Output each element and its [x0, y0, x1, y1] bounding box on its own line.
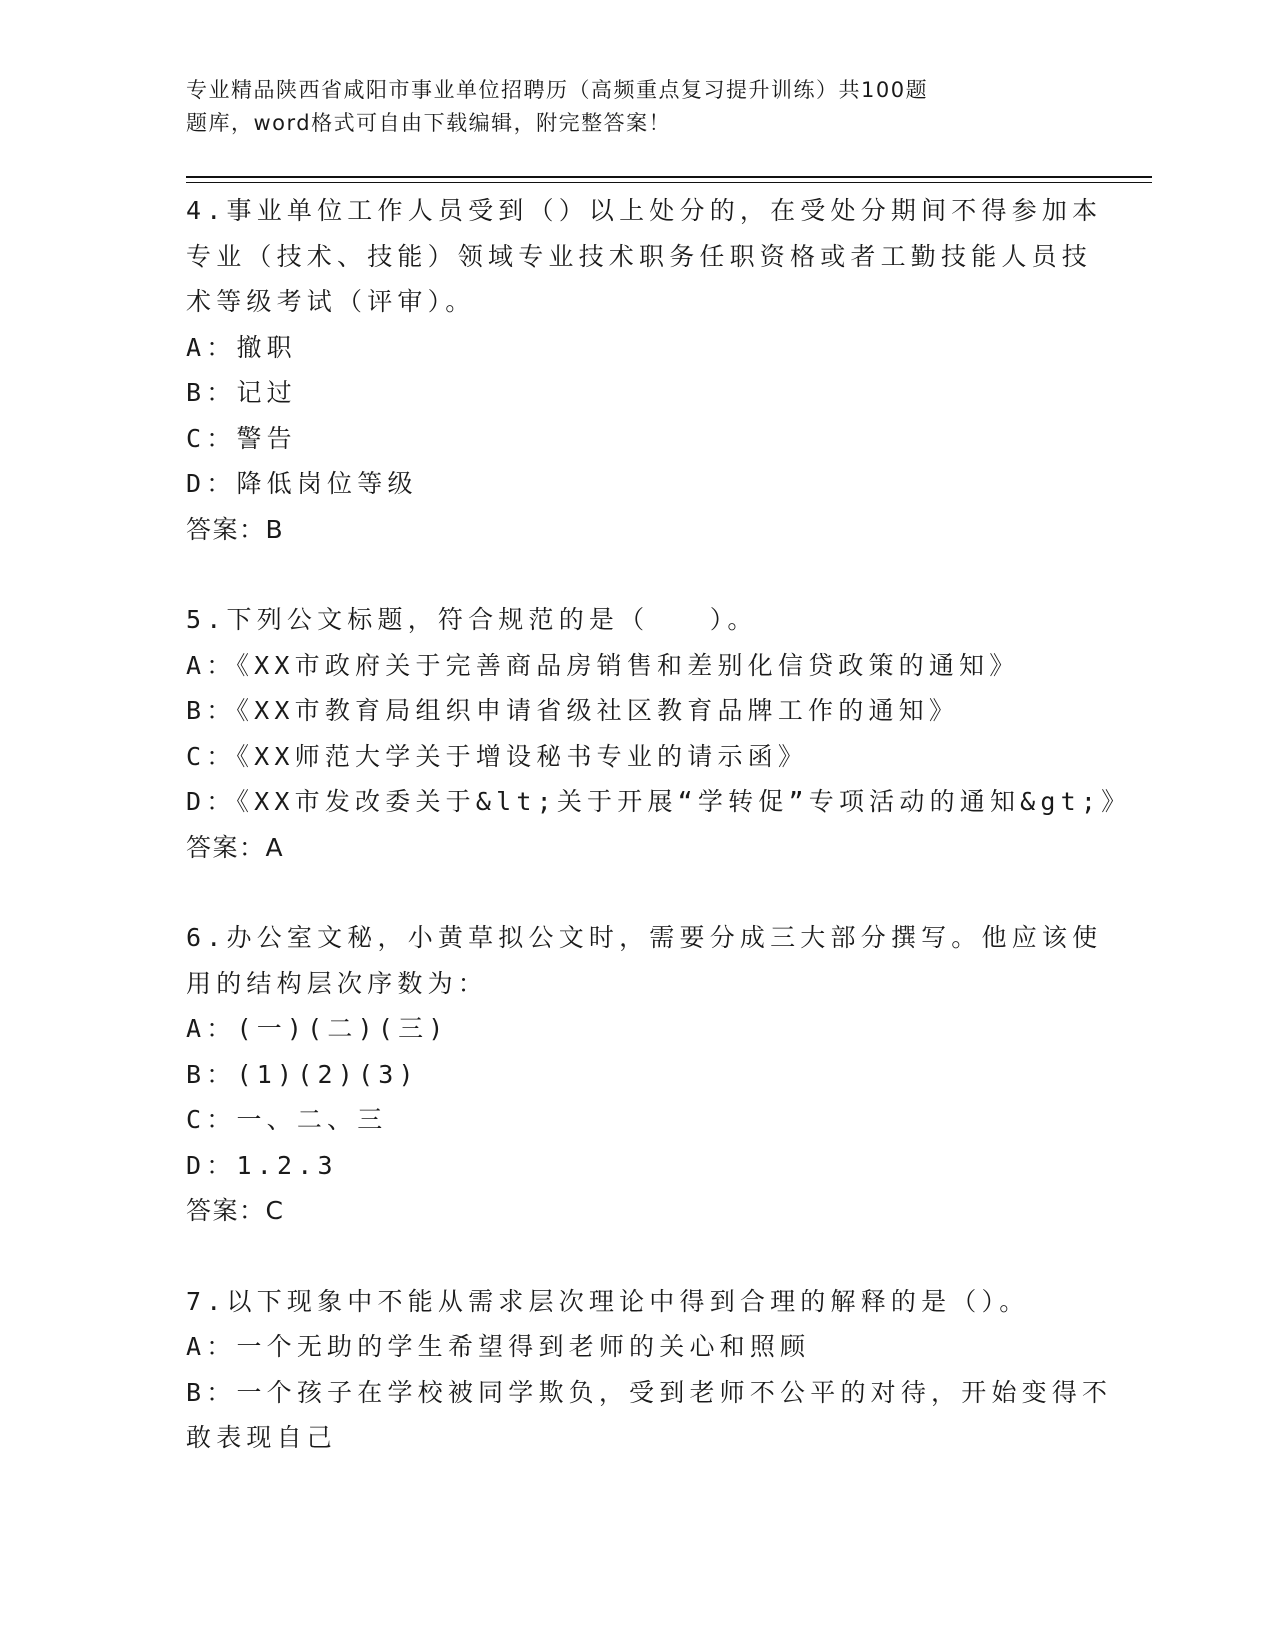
question-stem-line: 7.以下现象中不能从需求层次理论中得到合理的解释的是（）。: [186, 1286, 1030, 1316]
question-item: [186, 597, 1132, 870]
header-divider-thick: [186, 176, 1152, 178]
question-stem-line: 6.办公室文秘，小黄草拟公文时，需要分成三大部分撰写。他应该使: [186, 923, 1103, 952]
question-item: [186, 1279, 1113, 1461]
option-a: A：(一)(二)(三): [186, 1014, 449, 1043]
answer-line: 答案：B: [186, 514, 285, 544]
option-b-continuation: 敢表现自己: [186, 1423, 338, 1452]
option-d: D：降低岗位等级: [186, 469, 418, 498]
answer-line: 答案：A: [186, 832, 285, 862]
option-b: B：一个孩子在学校被同学欺负，受到老师不公平的对待，开始变得不: [186, 1377, 1113, 1407]
question-stem-line: 4.事业单位工作人员受到（）以上处分的，在受处分期间不得参加本: [186, 196, 1103, 225]
option-b: B：记过: [186, 378, 297, 407]
option-b: B：《XX市教育局组织申请省级社区教育品牌工作的通知》: [186, 696, 960, 725]
answer-line: 答案：C: [186, 1196, 285, 1225]
question-stem-line: 用的结构层次序数为：: [186, 968, 489, 998]
option-a: A：撤职: [186, 332, 297, 362]
question-item: [186, 915, 1103, 1234]
option-c: C：警告: [186, 423, 297, 453]
option-a: A：一个无助的学生希望得到老师的关心和照顾: [186, 1332, 811, 1361]
question-item: [186, 188, 1103, 552]
option-b: B：(1)(2)(3): [186, 1059, 419, 1089]
question-stem-line: 5.下列公文标题，符合规范的是（ ）。: [186, 605, 758, 634]
question-stem-line: 专业（技术、技能）领域专业技术职务任职资格或者工勤技能人员技: [186, 241, 1093, 271]
header-title-line-2: 题库，word格式可自由下载编辑，附完整答案！: [186, 111, 672, 135]
question-list: [186, 188, 1132, 1506]
document-header: [186, 74, 1046, 140]
header-title-line-1: 专业精品陕西省咸阳市事业单位招聘历（高频重点复习提升训练）共100题: [186, 78, 929, 102]
header-divider-thin: [186, 182, 1152, 183]
question-stem-line: 术等级考试（评审）。: [186, 287, 476, 316]
option-a: A：《XX市政府关于完善商品房销售和差别化信贷政策的通知》: [186, 650, 1020, 680]
option-d: D：1.2.3: [186, 1150, 338, 1180]
option-d: D：《XX市发改委关于&lt;关于开展“学转促”专项活动的通知&gt;》: [186, 787, 1132, 816]
option-c: C：一、二、三: [186, 1105, 388, 1134]
option-c: C：《XX师范大学关于增设秘书专业的请示函》: [186, 741, 809, 771]
